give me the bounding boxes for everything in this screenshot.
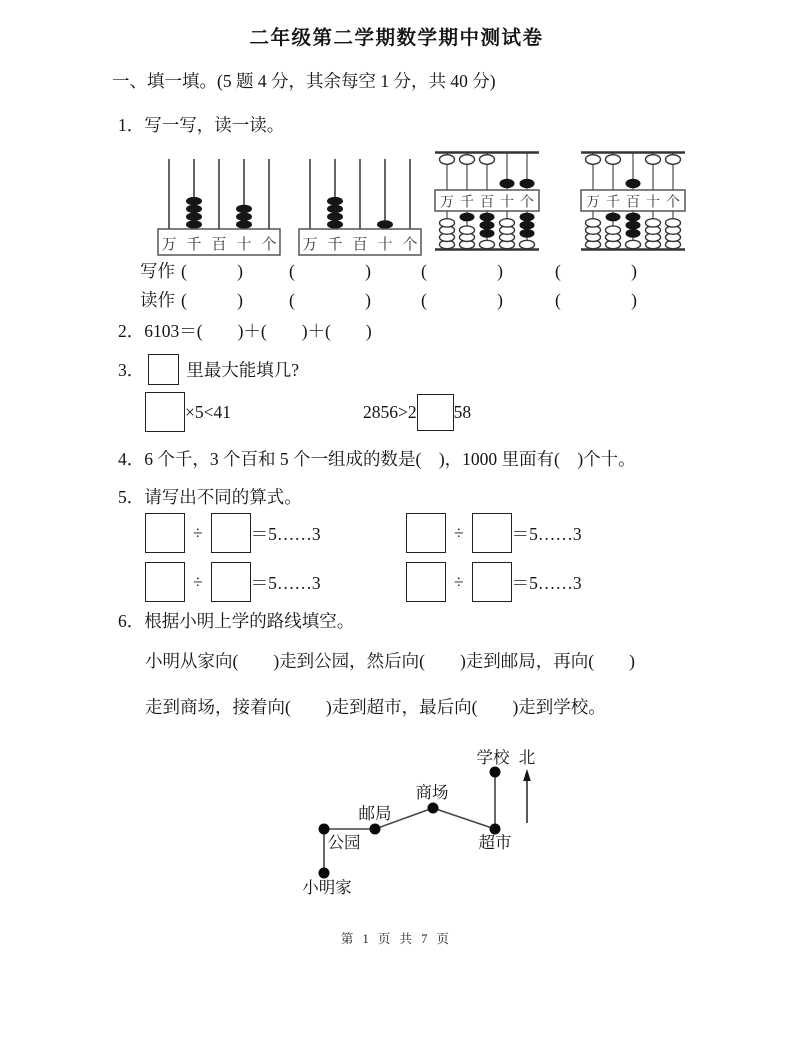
svg-text:十: 十 bbox=[646, 195, 660, 211]
svg-text:百: 百 bbox=[480, 195, 494, 211]
read-as-label: 读作 bbox=[140, 290, 175, 310]
q6-sentence-line2: 走到商场，接着向( )走到超市，最后向( )走到学校。 bbox=[145, 697, 606, 717]
write-as-label: 写作 bbox=[140, 261, 175, 281]
answer-box bbox=[211, 513, 251, 553]
answer-box bbox=[406, 562, 446, 602]
svg-text:万: 万 bbox=[302, 237, 318, 253]
svg-text:邮局: 邮局 bbox=[358, 804, 392, 823]
rparen: ) bbox=[237, 290, 243, 310]
read-as-row bbox=[140, 287, 637, 312]
division-equation bbox=[145, 562, 406, 602]
lparen: ( bbox=[555, 261, 561, 281]
lparen: ( bbox=[181, 290, 187, 310]
rparen: ) bbox=[497, 261, 503, 281]
svg-text:十: 十 bbox=[377, 237, 393, 253]
svg-text:千: 千 bbox=[606, 195, 620, 211]
abacus-row bbox=[156, 149, 687, 262]
q3-left-expression: ×5<41 bbox=[185, 401, 231, 422]
answer-blank bbox=[289, 290, 371, 311]
equation-result: ＝5……3 bbox=[511, 523, 582, 544]
svg-text:千: 千 bbox=[460, 195, 474, 211]
answer-box bbox=[148, 354, 179, 385]
svg-text:个: 个 bbox=[520, 195, 534, 211]
lparen: ( bbox=[555, 290, 561, 310]
page-number-footer: 第 1 页 共 7 页 bbox=[340, 932, 453, 946]
divide-sign: ÷ bbox=[193, 571, 203, 592]
lparen: ( bbox=[289, 261, 295, 281]
lparen: ( bbox=[421, 290, 427, 310]
equation-result: ＝5……3 bbox=[250, 523, 321, 544]
abacus-suanpan-1 bbox=[433, 149, 541, 258]
q6-sentence-line1: 小明从家向( )走到公园，然后向( )走到邮局，再向( ) bbox=[145, 651, 635, 671]
q6-label: 6．根据小明上学的路线填空。 bbox=[118, 611, 355, 631]
svg-text:个: 个 bbox=[402, 237, 418, 253]
svg-text:万: 万 bbox=[586, 195, 600, 211]
svg-text:十: 十 bbox=[236, 237, 252, 253]
rparen: ) bbox=[497, 290, 503, 310]
answer-blank bbox=[555, 290, 637, 311]
answer-box bbox=[417, 394, 454, 431]
abacus-suanpan-2 bbox=[579, 149, 687, 258]
q1-label: 1．写一写，读一读。 bbox=[118, 115, 285, 135]
q3-number: 3． bbox=[118, 360, 145, 380]
svg-text:商场: 商场 bbox=[415, 783, 449, 802]
equation-result: ＝5……3 bbox=[250, 572, 321, 593]
svg-text:百: 百 bbox=[626, 195, 640, 211]
route-map bbox=[280, 740, 580, 917]
q2-label: 2．6103＝( )＋( )＋( ) bbox=[118, 321, 372, 341]
answer-blank bbox=[555, 261, 637, 282]
svg-text:千: 千 bbox=[327, 237, 343, 253]
q3-prompt: 里最大能填几? bbox=[186, 360, 300, 380]
rparen: ) bbox=[365, 290, 371, 310]
q5-equations-grid bbox=[145, 513, 582, 602]
svg-text:小明家: 小明家 bbox=[302, 878, 352, 897]
svg-text:百: 百 bbox=[211, 237, 227, 253]
answer-box bbox=[211, 562, 251, 602]
q3-expressions-line bbox=[145, 392, 471, 432]
abacus-counter-2 bbox=[297, 153, 423, 262]
lparen: ( bbox=[289, 290, 295, 310]
lparen: ( bbox=[421, 261, 427, 281]
division-equation bbox=[406, 562, 582, 602]
answer-blank bbox=[421, 261, 503, 282]
equation-result: ＝5……3 bbox=[511, 572, 582, 593]
rparen: ) bbox=[237, 261, 243, 281]
q3-right-suffix: 58 bbox=[453, 401, 472, 422]
svg-text:公园: 公园 bbox=[327, 833, 361, 852]
answer-box bbox=[472, 513, 512, 553]
answer-blank bbox=[421, 290, 503, 311]
divide-sign: ÷ bbox=[454, 571, 464, 592]
answer-box bbox=[145, 513, 185, 553]
q4-label: 4．6 个千，3 个百和 5 个一组成的数是( )，1000 里面有( )个十。 bbox=[118, 449, 636, 469]
rparen: ) bbox=[365, 261, 371, 281]
rparen: ) bbox=[631, 290, 637, 310]
division-equation bbox=[145, 513, 406, 553]
write-as-row bbox=[140, 258, 637, 283]
svg-text:北: 北 bbox=[518, 748, 536, 767]
section-heading: 一、填一填。(5 题 4 分，其余每空 1 分，共 40 分) bbox=[112, 71, 496, 91]
svg-text:千: 千 bbox=[186, 237, 202, 253]
divide-sign: ÷ bbox=[454, 522, 464, 543]
svg-text:个: 个 bbox=[666, 195, 680, 211]
q3-right-prefix: 2856>2 bbox=[363, 401, 417, 422]
page-title: 二年级第二学期数学期中测试卷 bbox=[249, 28, 544, 49]
svg-text:百: 百 bbox=[352, 237, 368, 253]
lparen: ( bbox=[181, 261, 187, 281]
division-equation bbox=[406, 513, 582, 553]
svg-text:万: 万 bbox=[440, 195, 454, 211]
answer-blank bbox=[181, 261, 243, 282]
q3-prompt-line bbox=[118, 354, 299, 385]
answer-blank bbox=[181, 290, 243, 311]
divide-sign: ÷ bbox=[193, 522, 203, 543]
abacus-counter-1 bbox=[156, 153, 282, 262]
answer-box bbox=[472, 562, 512, 602]
rparen: ) bbox=[631, 261, 637, 281]
answer-blank bbox=[289, 261, 371, 282]
svg-text:超市: 超市 bbox=[478, 833, 512, 852]
answer-box bbox=[406, 513, 446, 553]
svg-text:学校: 学校 bbox=[476, 748, 510, 767]
svg-text:万: 万 bbox=[161, 237, 177, 253]
svg-text:十: 十 bbox=[500, 195, 514, 211]
q5-label: 5．请写出不同的算式。 bbox=[118, 487, 302, 507]
answer-box bbox=[145, 562, 185, 602]
answer-box bbox=[145, 392, 185, 432]
svg-text:个: 个 bbox=[261, 237, 277, 253]
